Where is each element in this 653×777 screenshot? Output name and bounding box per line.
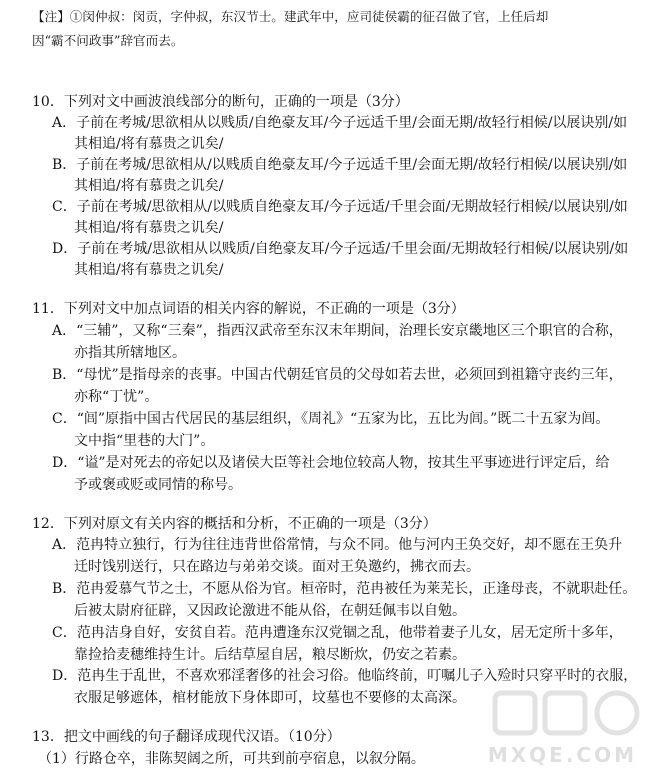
q12-option-c: C．范冉洁身自好，安贫自若。范冉遭逢东汉党锢之乱，他带着妻子儿女，居无定所十多年，	[52, 625, 623, 641]
q12-option-b: B．范冉爱慕气节之士，不愿从俗为官。桓帝时，范冉被任为莱芜长，正逢母丧，不就职赴任。	[52, 581, 637, 597]
q11-option-d-cont: 予或褒或贬或同情的称号。	[74, 477, 242, 493]
q10-option-d: D．子前在考城/思欲相从以贱质/自绝豪友耳/今子远适/千里会面/无期故轻行相候/以展诀别/如	[52, 241, 629, 257]
q10-option-c-cont: 其相追/将有慕贵之讥矣/	[74, 220, 224, 236]
q10-option-d-cont: 其相追/将有慕贵之讥矣/	[74, 262, 224, 278]
q11-option-c-cont: 文中指“里巷的大门”。	[74, 433, 215, 449]
question-13-stem: 13．把文中画线的句子翻译成现代汉语。（10分）	[32, 729, 341, 745]
q13-sub-1: （1）行路仓卒，非陈契阔之所，可共到前亭宿息，以叙分隔。	[38, 751, 425, 767]
q12-option-d: D．范冉生于乱世，不喜欢邪淫奢侈的社会习俗。他临终前，叮嘱儿子入殓时只穿平时的衣服，	[52, 668, 638, 684]
q12-option-a-cont: 迁时饯别送行，只在路边与弟弟交谈。面对王奂邀约，拂衣而去。	[74, 559, 480, 575]
q12-option-d-cont: 衣服足够遮体，棺材能放下身体即可，坟墓也不要修的太高深。	[74, 690, 466, 706]
q11-option-b: B．“母忧”是指母亲的丧事。中国古代朝廷官员的父母如若去世，必须回到祖籍守丧约三年，	[52, 367, 623, 383]
q11-option-b-cont: 亦称“丁忧”。	[74, 389, 159, 405]
q12-option-a: A．范冉特立独行，行为往往违背世俗常情，与众不同。他与河内王奂交好，却不愿在王奂升	[52, 537, 623, 553]
q11-option-a-cont: 亦指其所辖地区。	[74, 345, 186, 361]
q10-option-b-cont: 其相追/将有慕贵之讥矣/	[74, 178, 224, 194]
question-11-stem: 11．下列对文中加点词语的相关内容的解说，不正确的一项是（3分）	[32, 301, 465, 317]
q10-option-c: C．子前在考城/思欲相从/以贱质自绝豪友耳/今子远适/千里会面/无期故轻行相候/以展诀别/如	[52, 199, 628, 215]
q11-option-c: C．“闾”原指中国古代居民的基层组织，《周礼》“五家为比，五比为闾。”既二十五家为闾。	[52, 411, 610, 427]
q11-option-a: A．“三辅”，又称“三秦”，指西汉武帝至东汉末年期间，治理长安京畿地区三个职官的合称，	[52, 323, 623, 339]
q12-option-b-cont: 后被太尉府征辟，又因政论激进不能从俗，在朝廷佩韦以自勉。	[74, 603, 466, 619]
watermark	[477, 687, 647, 773]
question-12-stem: 12．下列对原文有关内容的概括和分析，不正确的一项是（3分）	[32, 516, 437, 532]
watermark-logo-icon	[477, 687, 647, 773]
q10-option-b: B．子前在考城/思欲相从/以贱质自绝豪友耳/今子远适千里/会面无期/故轻行相候/以展诀别/如	[52, 157, 628, 173]
q10-option-a: A．子前在考城/思欲相从以贱质/自绝豪友耳/今子远适千里/会面无期/故轻行相候/以展诀别/如	[52, 115, 628, 131]
q11-option-d: D．“谥”是对死去的帝妃以及诸侯大臣等社会地位较高人物，按其生平事迹进行评定后，给	[52, 455, 610, 471]
question-10-stem: 10．下列对文中画波浪线部分的断句，正确的一项是（3分）	[32, 94, 409, 110]
q12-option-c-cont: 靠捡拾麦穗维持生计。后结草屋自居，粮尽断炊，仍安之若素。	[74, 647, 466, 663]
q10-option-a-cont: 其相追/将有慕贵之讥矣/	[74, 136, 224, 152]
note-line-2: 因“霸不问政事”辞官而去。	[32, 33, 184, 48]
watermark-text: MXQE.COM	[487, 743, 637, 767]
note-line-1: 【注】①闵仲叔：闵贡，字仲叔，东汉节士。建武年中，应司徒侯霸的征召做了官，上任后却	[32, 9, 549, 24]
